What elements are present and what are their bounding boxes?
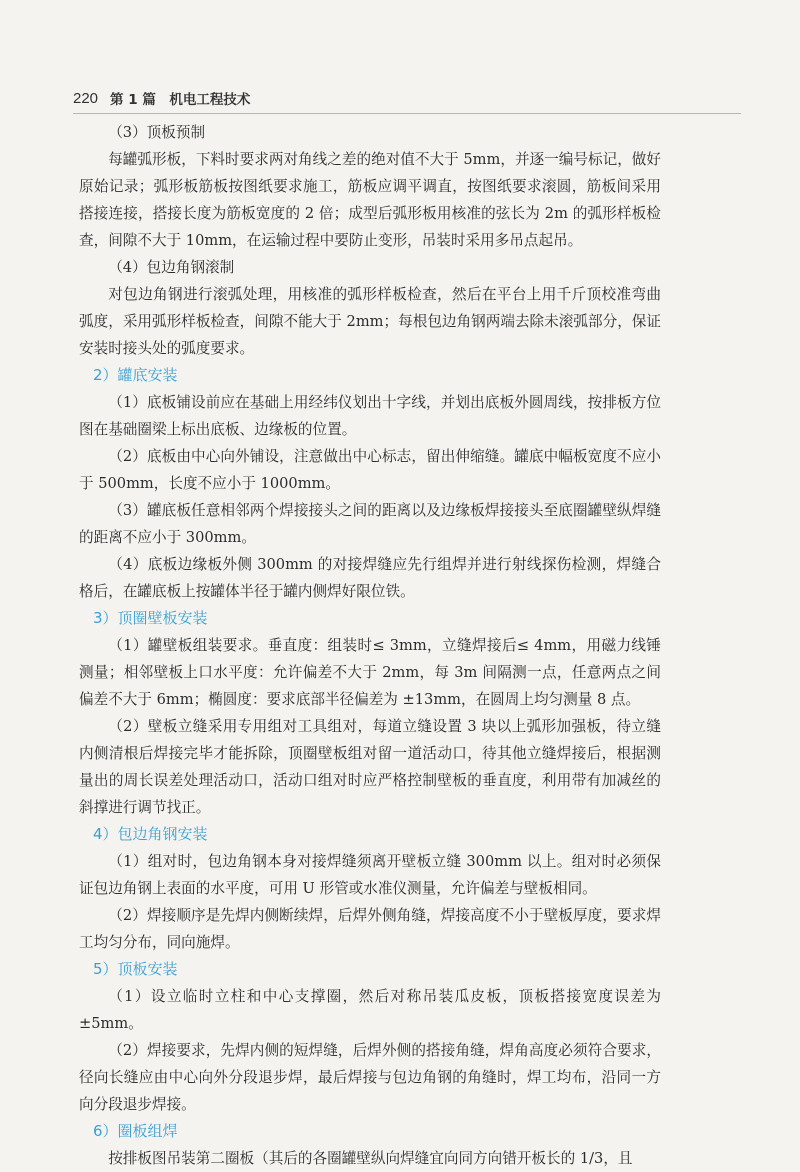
paragraph: （2）焊接要求，先焊内侧的短焊缝，后焊外侧的搭接角缝，焊角高度必须符合要求，径向长缝应由中心向外分段退步焊，最后焊接与包边角钢的角缝时，焊工均布，沿同一方向分段退步焊接。 <box>79 1042 661 1113</box>
paragraph: （2）底板由中心向外铺设，注意做出中心标志，留出伸缩缝。罐底中幅板宽度不应小于 500mm，长度不应小于 1000mm。 <box>79 448 661 492</box>
section-heading: 6）圈板组焊 <box>93 1122 178 1140</box>
paragraph: （2）焊接顺序是先焊内侧断续焊，后焊外侧角缝，焊接高度不小于壁板厚度，要求焊工均匀分布，同向施焊。 <box>79 907 661 951</box>
paragraph: （1）组对时，包边角钢本身对接焊缝须离开壁板立缝 300mm 以上。组对时必须保证包边角钢上表面的水平度，可用 U 形管或水准仪测量，允许偏差与壁板相同。 <box>79 853 661 897</box>
paragraph: （4）底板边缘板外侧 300mm 的对接焊缝应先行组焊并进行射线探伤检测，焊缝合格后，在罐底板上按罐体半径于罐内侧焊好限位铁。 <box>79 556 661 600</box>
paragraph: （3）罐底板任意相邻两个焊接接头之间的距离以及边缘板焊接接头至底圈罐壁纵焊缝的距离不应小于 300mm。 <box>79 502 661 546</box>
chapter-title: 第 1 篇 机电工程技术 <box>110 92 251 108</box>
paragraph: （2）壁板立缝采用专用组对工具组对，每道立缝设置 3 块以上弧形加强板，待立缝内侧清根后焊接完毕才能拆除，顶圈壁板组对留一道活动口，待其他立缝焊接后，根据测量出的周长误差处理活动口，活动口组对时应严格控制壁板的垂直度，利用带有加减丝的斜撑进行调节找正。 <box>79 718 661 816</box>
paragraph: （1）底板铺设前应在基础上用经纬仪划出十字线，并划出底板外圆周线，按排板方位图在基础圈梁上标出底板、边缘板的位置。 <box>79 394 661 438</box>
section-heading: 3）顶圈壁板安装 <box>93 609 208 627</box>
page-header <box>73 86 733 110</box>
subsection-title: （3）顶板预制 <box>108 124 206 141</box>
section-heading: 5）顶板安装 <box>93 960 178 978</box>
section-heading: 2）罐底安装 <box>93 366 178 384</box>
paragraph: 按排板图吊装第二圈板（其后的各圈罐壁纵向焊缝宜向同方向错开板长的 1/3，且 <box>108 1150 633 1167</box>
paragraph: 对包边角钢进行滚弧处理，用核准的弧形样板检查，然后在平台上用千斤顶校准弯曲弧度，采用弧形样板检查，间隙不能大于 2mm；每根包边角钢两端去除未滚弧部分，保证安装时接头处的弧度要求。 <box>79 286 661 357</box>
paragraph: （1）设立临时立柱和中心支撑圈，然后对称吊装瓜皮板，顶板搭接宽度误差为 ±5mm。 <box>79 988 661 1032</box>
page-body <box>79 119 661 1172</box>
subsection-title: （4）包边角钢滚制 <box>108 259 235 276</box>
section-heading: 4）包边角钢安装 <box>93 825 208 843</box>
header-divider <box>73 113 741 114</box>
paragraph: （1）罐壁板组装要求。垂直度：组装时≤ 3mm，立缝焊接后≤ 4mm，用磁力线锤测量；相邻壁板上口水平度：允许偏差不大于 2mm，每 3m 间隔测一点，任意两点之间偏差不大于 6mm；椭圆度：要求底部半径偏差为 ±13mm，在圆周上均匀测量 8 点。 <box>79 637 661 708</box>
page-number: 220 <box>73 89 99 107</box>
paragraph: 每罐弧形板，下料时要求两对角线之差的绝对值不大于 5mm，并逐一编号标记，做好原始记录；弧形板筋板按图纸要求施工，筋板应调平调直，按图纸要求滚圆，筋板间采用搭接连接，搭接长度为筋板宽度的 2 倍；成型后弧形板用核准的弦长为 2m 的弧形样板检查，间隙不大于 10mm，在运输过程中要防止变形，吊装时采用多吊点起吊。 <box>79 151 661 249</box>
